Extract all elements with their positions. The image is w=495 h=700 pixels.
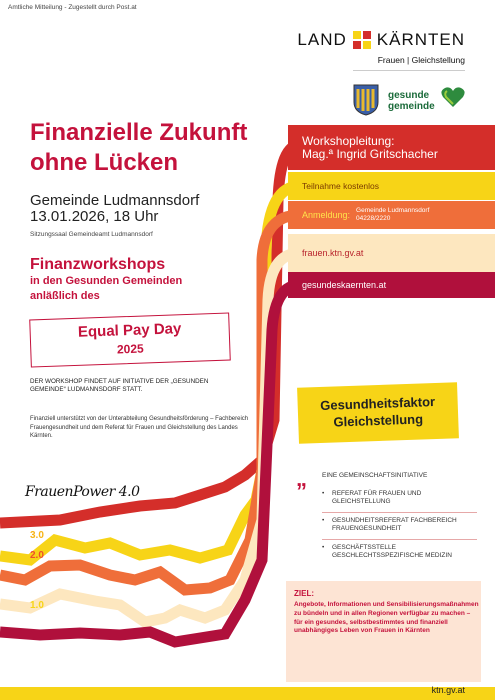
partner-list bbox=[322, 484, 477, 560]
workshop-sub-1: in den Gesunden Gemeinden bbox=[30, 275, 183, 287]
logo-land-text: LAND bbox=[297, 30, 347, 49]
tick-label: 0.0 bbox=[30, 630, 44, 641]
quote-mark-icon: „ bbox=[296, 466, 307, 491]
initiative-text: DER WORKSHOP FINDET AUF INITIATIVE DER „GESUNDEN GEMEINDE“ LUDMANNSDORF STATT. bbox=[30, 378, 209, 393]
link-frauen[interactable]: frauen.ktn.gv.at bbox=[302, 248, 364, 258]
goal-box bbox=[286, 581, 481, 682]
goal-heading: ZIEL: bbox=[294, 589, 314, 598]
band-workshop-lead bbox=[288, 125, 495, 170]
band-registration bbox=[288, 201, 495, 229]
footer-link[interactable]: ktn.gv.at bbox=[431, 685, 465, 695]
gg-line-1: gesunde bbox=[388, 90, 430, 101]
title-line-2: ohne Lücken bbox=[30, 149, 179, 176]
department-label: Frauen | Gleichstellung bbox=[377, 55, 465, 65]
tick-label: 2.0 bbox=[30, 550, 44, 561]
epd-year: 2025 bbox=[116, 341, 144, 357]
title-line-1: Finanzielle Zukunft bbox=[30, 119, 248, 146]
workshop-sub-2: anläßlich des bbox=[30, 290, 100, 302]
link-gesundeskaernten[interactable]: gesundeskaernten.at bbox=[302, 280, 387, 290]
list-item: • GESCHÄFTSSTELLE GESCHLECHTSSPEZIFISCHE MEDIZIN bbox=[322, 539, 477, 560]
epd-title: Equal Pay Day bbox=[77, 320, 182, 341]
registration-place: Gemeinde Ludmannsdorf bbox=[356, 207, 430, 214]
event-datetime: 13.01.2026, 18 Uhr bbox=[30, 208, 159, 225]
factor-line-2: Gleichstellung bbox=[333, 411, 424, 430]
registration-label: Anmeldung: bbox=[302, 210, 351, 220]
band-web-gesund[interactable] bbox=[288, 272, 495, 298]
logo-kaernten-text: KÄRNTEN bbox=[376, 30, 465, 49]
postal-notice: Amtliche Mitteilung - Zugestellt durch Post.at bbox=[8, 4, 137, 11]
footer-bar bbox=[0, 687, 495, 700]
fee-text: Teilnahme kostenlos bbox=[302, 181, 380, 191]
list-item: • REFERAT FÜR FRAUEN UND GLEICHSTELLUNG bbox=[322, 490, 477, 506]
event-venue: Sitzungssaal Gemeindeamt Ludmannsdorf bbox=[30, 231, 153, 238]
gg-line-2: gemeinde bbox=[388, 101, 435, 112]
tick-label: 3.0 bbox=[30, 530, 44, 541]
band-fee bbox=[288, 172, 495, 200]
tick-label: 1.0 bbox=[30, 600, 44, 611]
factor-line-1: Gesundheitsfaktor bbox=[320, 394, 436, 414]
list-item: • GESUNDHEITSREFERAT FACHBEREICH FRAUENGESUNDHEIT bbox=[322, 512, 477, 533]
workshop-title: Finanzworkshops bbox=[30, 256, 166, 273]
initiative-label: EINE GEMEINSCHAFTSINITIATIVE bbox=[322, 472, 428, 479]
health-factor-box bbox=[297, 382, 459, 444]
event-place: Gemeinde Ludmannsdorf bbox=[30, 192, 200, 209]
band-web-frauen[interactable] bbox=[288, 234, 495, 272]
frauenpower-signature: FrauenPower 4.0 bbox=[25, 484, 140, 500]
funding-text: Finanziell unterstützt von der Unterabteilung Gesundheitsförderung – Fachbereich Frauengesundheit und dem Referat für Frauen und Gleichstellung des Landes Kärnten. bbox=[30, 416, 249, 439]
lead-label: Workshopleitung: bbox=[302, 133, 395, 148]
lead-name: Mag.ª Ingrid Gritschacher bbox=[302, 146, 438, 161]
goal-text: Angebote, Informationen und Sensibilisierungsmaßnahmen zu bündeln und in allen Regionen verfügbar zu machen – für ein gesundes, selbstbestimmtes und finanziell unabhängiges Leben von Frauen in Kärnten bbox=[294, 601, 479, 635]
registration-phone: 04228/2220 bbox=[356, 215, 391, 222]
